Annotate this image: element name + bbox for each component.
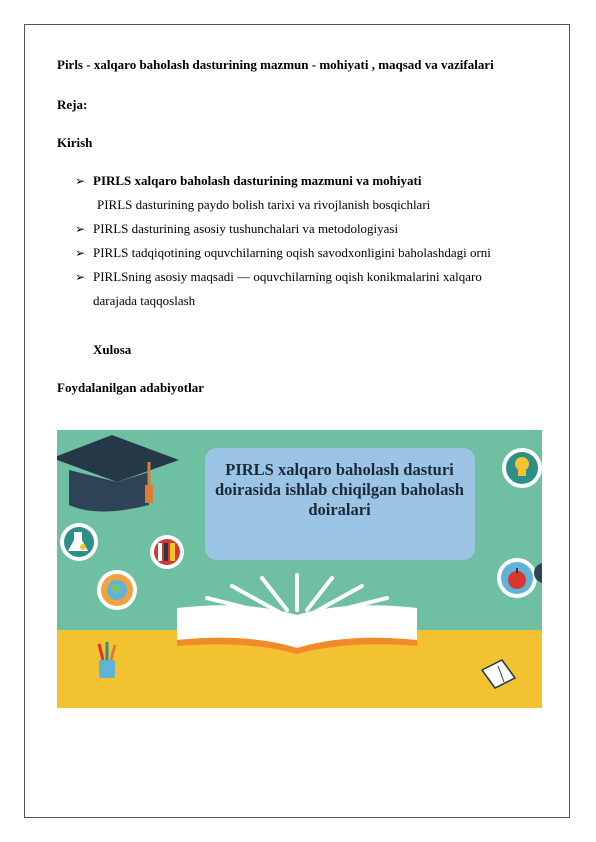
bullet-arrow-icon: ➢ — [75, 270, 86, 284]
references-heading: Foydalanilgan adabiyotlar — [57, 380, 204, 395]
plan-item-2: PIRLS dasturining paydo bolish tarixi va rivojlanish bosqichlari — [97, 197, 431, 212]
plan-item-3: PIRLS dasturining asosiy tushunchalari va metodologiyasi — [93, 221, 399, 236]
banner-title-line-1: PIRLS xalqaro baholash dasturi — [225, 460, 454, 479]
bullet-arrow-icon: ➢ — [75, 174, 86, 188]
lightbulb-icon — [502, 448, 542, 488]
banner-title-text — [207, 460, 472, 520]
globe-icon — [97, 570, 137, 610]
document-title: Pirls - xalqaro baholash dasturining mazmun - mohiyati , maqsad va vazifalari — [57, 57, 494, 72]
books-icon — [150, 535, 184, 569]
plan-item-4: PIRLS tadqiqotining oquvchilarning oqish savodxonligini baholashdagi orni — [93, 245, 491, 260]
apple-icon — [497, 558, 537, 598]
conclusion-heading: Xulosa — [93, 342, 132, 357]
pirls-banner-image — [57, 430, 542, 708]
plan-item-1: PIRLS xalqaro baholash dasturining mazmuni va mohiyati — [93, 173, 422, 188]
bullet-arrow-icon: ➢ — [75, 222, 86, 236]
plan-item-5: PIRLSning asosiy maqsadi — oquvchilarning oqish konikmalarini xalqaro — [93, 269, 482, 284]
plan-label: Reja: — [57, 97, 88, 112]
banner-title-line-3: doiralari — [308, 500, 371, 519]
intro-heading: Kirish — [57, 135, 93, 150]
banner-title-line-2: doirasida ishlab chiqilgan baholash — [215, 480, 464, 499]
chemistry-icon — [60, 523, 98, 561]
plan-item-5-continued: darajada taqqoslash — [93, 293, 196, 308]
bullet-arrow-icon: ➢ — [75, 246, 86, 260]
